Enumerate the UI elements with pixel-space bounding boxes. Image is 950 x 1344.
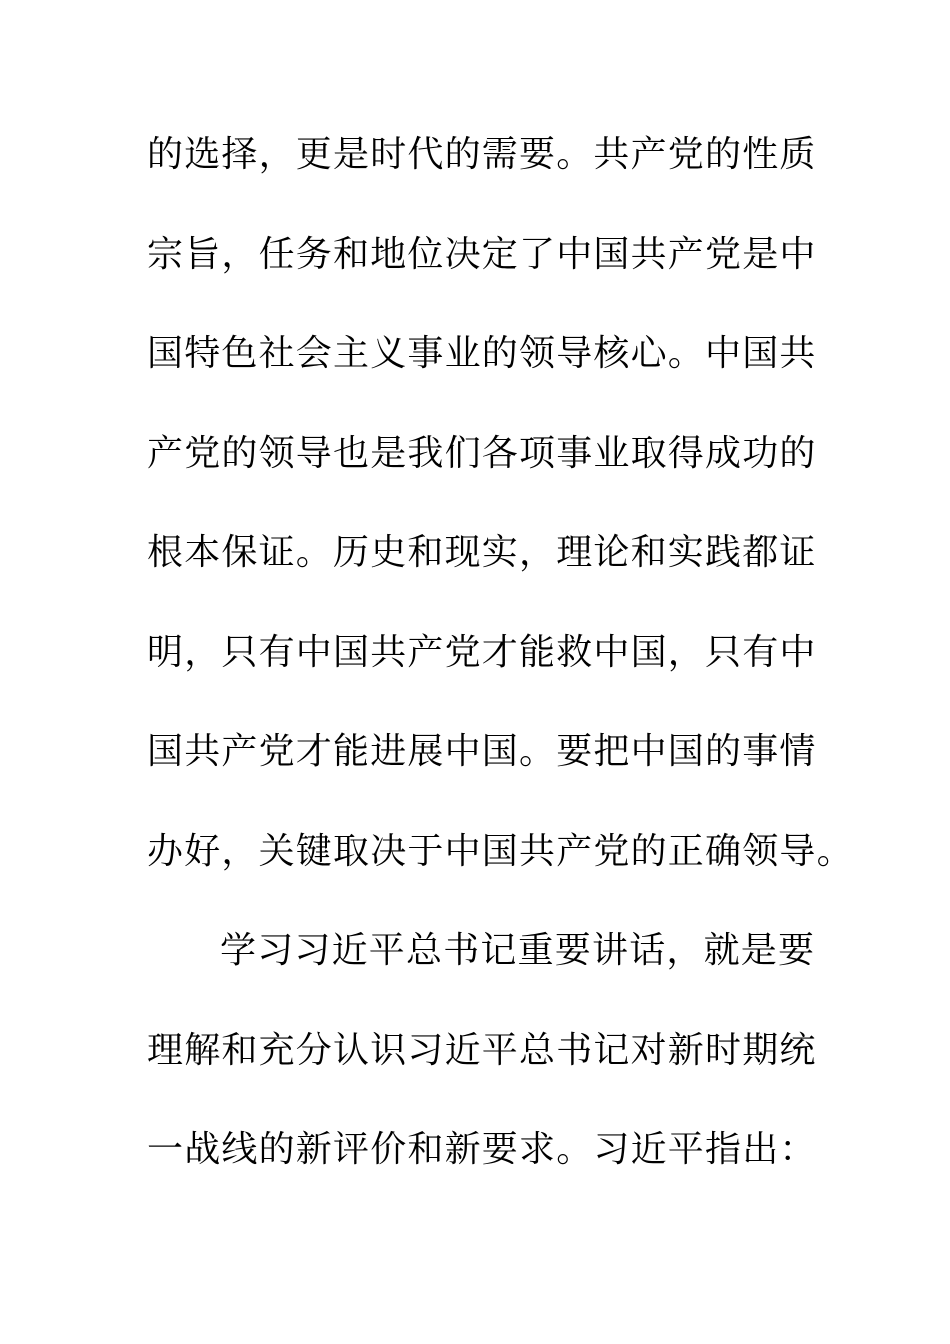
text-line: 国共产党才能进展中国。要把中国的事情 <box>147 731 817 772</box>
text-line: 一战线的新评价和新要求。习近平指出： <box>147 1129 817 1170</box>
text-line: 的选择，更是时代的需要。共产党的性质 <box>147 134 817 175</box>
text-line: 办好，关键取决于中国共产党的正确领导。 <box>147 830 854 872</box>
text-line: 明，只有中国共产党才能救中国，只有中 <box>147 631 817 673</box>
text-line: 产党的领导也是我们各项事业取得成功的 <box>147 432 817 474</box>
text-line: 理解和充分认识习近平总书记对新时期统 <box>147 1029 817 1071</box>
body-text <box>147 122 854 1217</box>
text-line: 国特色社会主义事业的领导核心。中国共 <box>147 333 817 374</box>
text-line: 根本保证。历史和现实，理论和实践都证 <box>147 532 817 573</box>
text-line: 宗旨，任务和地位决定了中国共产党是中 <box>147 233 817 275</box>
paragraph-start-line: 学习习近平总书记重要讲话，就是要 <box>220 930 816 971</box>
